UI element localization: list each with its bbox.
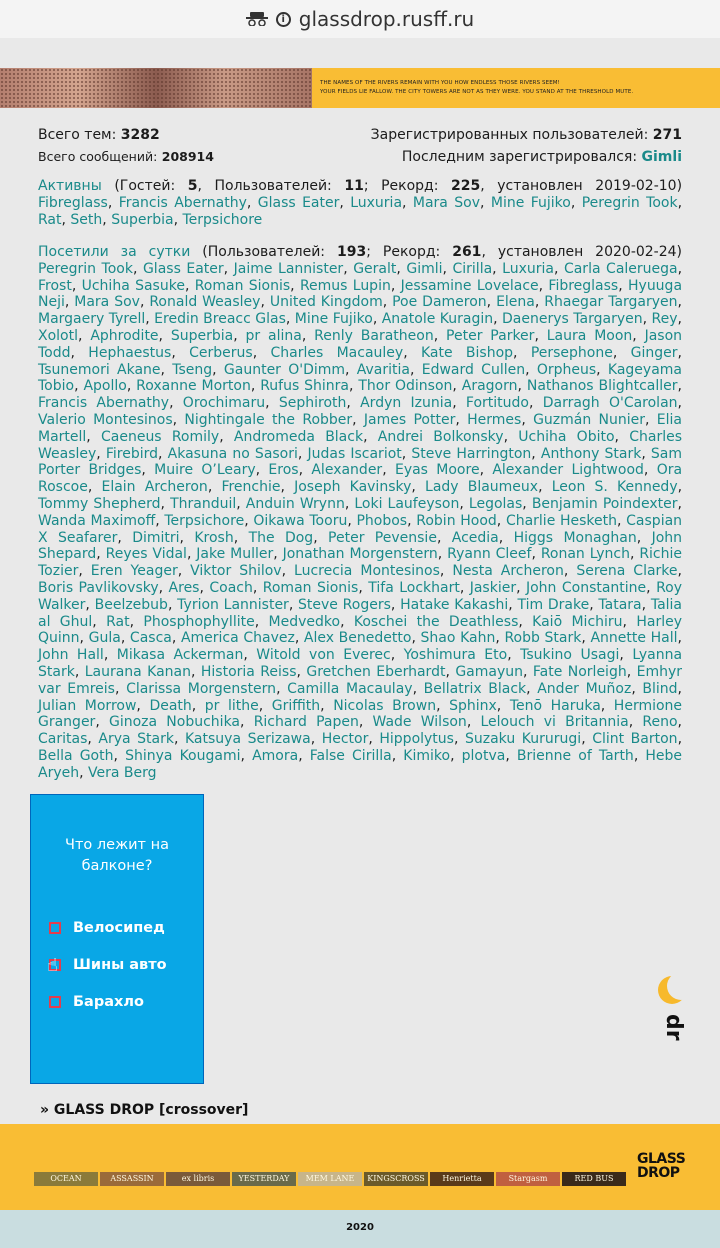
user-link[interactable]: Daenerys Targaryen bbox=[502, 311, 643, 328]
user-link[interactable]: Anthony Stark bbox=[540, 445, 642, 462]
user-link[interactable]: Muire O’Leary bbox=[154, 462, 256, 479]
user-link[interactable]: Andrei Bolkonsky bbox=[377, 428, 504, 445]
user-link[interactable]: Gula bbox=[88, 630, 121, 647]
user-link[interactable]: Harley Quinn bbox=[38, 613, 682, 647]
user-link[interactable]: John Constantine bbox=[525, 579, 647, 596]
user-link[interactable]: Lady Blaumeux bbox=[425, 479, 539, 496]
last-registered-link[interactable]: Gimli bbox=[641, 149, 682, 165]
user-link[interactable]: Hebe Aryeh bbox=[38, 747, 683, 781]
user-link[interactable]: Kimiko bbox=[403, 747, 451, 764]
daily-user-list: Peregrin Took, Glass Eater, Jaime Lannister, Geralt, Gimli, Cirilla, Luxuria, Carla Caleruega, Frost, Uchiha Sasuke, Roman Sionis, Remus Lupin, Jessamine Lovelace, Fibreglass, Hyuuga Neji, Mara Sov, Ronald Weasley, United Kingdom, Poe Dameron, Elena, Rhaegar Targaryen, Margaery Tyrell, Eredin Breacc Glas, Mine Fujiko, Anatole Kuragin, Daenerys Targaryen, Rey, Xolotl, Aphrodite, Superbia, pr alina, Renly Baratheon, Peter Parker, Laura Moon, Jason Todd, Hephaestus, Cerberus, Charles Macauley, Kate Bishop, Persephone, Ginger, Tsunemori Akane, Tseng, Gaunter O'Dimm, Avaritia, Edward Cullen, Orpheus, Kageyama Tobio, Apollo, Roxanne Morton, Rufus Shinra, Thor Odinson, Aragorn, Nathanos Blightcaller, Francis Abernathy, Orochimaru, Sephiroth, Ardyn Izunia, Fortitudo, Darragh O'Carolan, Valerio Montesinos, Nightingale the Robber, James Potter, Hermes, Guzmán Nunier, Elia Martell, Caeneus Romily, Andromeda Black, Andrei Bolkonsky, Uchiha Obito, Charles Weasley, Firebird, Akasuna no Sasori, Judas Iscariot, Steve Harrington, Anthony Stark, Sam Porter Bridges, Muire O’Leary, Eros, Alexander, Eyas Moore, Alexander Lightwood, Ora Roscoe, Elain Archeron, Frenchie, Joseph Kavinsky, Lady Blaumeux, Leon S. Kennedy, Tommy Shepherd, Thranduil, Anduin Wrynn, Loki Laufeyson, Legolas, Benjamin Poindexter, Wanda Maximoff, Terpsichore, Oikawa Tooru, Phobos, Robin Hood, Charlie Hesketh, Caspian X Seafarer, Dimitri, Krosh, The Dog, Peter Pevensie, Acedia, Higgs Monaghan, John Shepard, Reyes Vidal, Jake Muller, Jonathan Morgenstern, Ryann Cleef, Ronan Lynch, Richie Tozier, Eren Yeager, Viktor Shilov, Lucrecia Montesinos, Nesta Archeron, Serena Clarke, Boris Pavlikovsky, Ares, Coach, Roman Sionis, Tifa Lockhart, Jaskier, John Constantine, Roy Walker, Beelzebub, Tyrion Lannister, Steve Rogers, Hatake Kakashi, Tim Drake, Tatara, Talia al Ghul, Rat, Phosphophyllite, Medvedko, Koschei the Deathless, Kaiō Michiru, Harley Quinn, Gula, Casca, America Chavez, Alex Benedetto, Shao Kahn, Robb Stark, Annette Hall, John Hall, Mikasa Ackerman, Witold von Everec, Yoshimura Eto, Tsukino Usagi, Lyanna Stark, Laurana Kanan, Historia Reiss, Gretchen Eberhardt, Gamayun, Fate Norleigh, Emhyr var Emreis, Clarissa Morgenstern, Camilla Macaulay, Bellatrix Black, Ander Muñoz, Blind, Julian Morrow, Death, pr lithe, Griffith, Nicolas Brown, Sphinx, Tenō Haruka, Hermione Granger, Ginoza Nobuchika, Richard Papen, Wade Wilson, Lelouch vi Britannia, Reno, Caritas, Arya Stark, Katsuya Serizawa, Hector, Hippolytus, Suzaku Kururugi, Clint Barton, Bella Goth, Shinya Kougami, Amora, False Cirilla, Kimiko, plotva, Brienne of Tarth, Hebe Aryeh, Vera Berg bbox=[38, 260, 683, 781]
user-link[interactable]: Gimli bbox=[406, 260, 443, 277]
user-link[interactable]: Terpsichore bbox=[182, 211, 263, 228]
user-link[interactable]: Legolas bbox=[468, 495, 523, 512]
user-link[interactable]: plotva bbox=[461, 747, 506, 764]
user-link[interactable]: Hippolytus bbox=[379, 731, 454, 748]
user-link[interactable]: Emhyr var Emreis bbox=[38, 663, 682, 697]
user-link[interactable]: Renly Baratheon bbox=[314, 327, 434, 344]
user-link[interactable]: Joseph Kavinsky bbox=[294, 479, 412, 496]
user-link[interactable]: Mine Fujiko bbox=[490, 194, 571, 211]
user-link[interactable]: Charles Macauley bbox=[270, 344, 404, 361]
user-link[interactable]: Julian Morrow bbox=[38, 697, 137, 714]
user-link[interactable]: Edward Cullen bbox=[421, 361, 526, 378]
user-link[interactable]: Avaritia bbox=[356, 361, 410, 378]
checkbox-icon[interactable] bbox=[47, 955, 61, 976]
page-content bbox=[0, 38, 720, 1124]
affiliate-banner[interactable]: OCEAN bbox=[34, 1172, 98, 1186]
banner-photo bbox=[0, 68, 312, 108]
user-link[interactable]: Boris Pavlikovsky bbox=[38, 579, 159, 596]
user-link[interactable]: Mine Fujiko bbox=[294, 311, 373, 328]
user-link[interactable]: Ander Muñoz bbox=[537, 680, 632, 697]
user-link[interactable]: Darragh O'Carolan bbox=[542, 395, 678, 412]
daily-label: Посетили за сутки bbox=[38, 244, 191, 260]
user-link[interactable]: Robin Hood bbox=[416, 512, 497, 529]
user-link[interactable]: Griffith bbox=[271, 697, 321, 714]
user-link[interactable]: Elena bbox=[496, 294, 535, 311]
user-link[interactable]: Alexander Lightwood bbox=[492, 462, 644, 479]
user-link[interactable]: Brienne of Tarth bbox=[516, 747, 634, 764]
poll-advertisement[interactable] bbox=[30, 794, 204, 1084]
user-link[interactable]: Ronald Weasley bbox=[149, 294, 261, 311]
user-link[interactable]: Jaskier bbox=[469, 579, 517, 596]
user-link[interactable]: Oikawa Tooru bbox=[253, 512, 348, 529]
affiliate-banner[interactable]: Stargasm bbox=[496, 1172, 560, 1186]
user-link[interactable]: Clarissa Morgenstern bbox=[126, 680, 277, 697]
user-link[interactable]: Lucrecia Montesinos bbox=[294, 563, 440, 580]
daily-visitors: Посетили за сутки (Пользователей: 193; Рекорд: 261, установлен 2020-02-24) Peregrin Took, Glass Eater, Jaime Lannister, Geralt, Gimli, Cirilla, Luxuria, Carla Caleruega, Frost, Uchiha Sasuke, Roman Sionis, Remus Lupin, Jessamine Lovelace, Fibreglass, Hyuuga Neji, Mara Sov, Ronald Weasley, United Kingdom, Poe Dameron, Elena, Rhaegar Targaryen, Margaery Tyrell, Eredin Breacc Glas, Mine Fujiko, Anatole Kuragin, Daenerys Targaryen, Rey, Xolotl, Aphrodite, Superbia, pr alina, Renly Baratheon, Peter Parker, Laura Moon, Jason Todd, Hephaestus, Cerberus, Charles Macauley, Kate Bishop, Persephone, Ginger, Tsunemori Akane, Tseng, Gaunter O'Dimm, Avaritia, Edward Cullen, Orpheus, Kageyama Tobio, Apollo, Roxanne Morton, Rufus Shinra, Thor Odinson, Aragorn, Nathanos Blightcaller, Francis Abernathy, Orochimaru, Sephiroth, Ardyn Izunia, Fortitudo, Darragh O'Carolan, Valerio Montesinos, Nightingale the Robber, James Potter, Hermes, Guzmán Nunier, Elia Martell, Caeneus Romily, Andromeda Black, Andrei Bolkonsky, Uchiha Obito, Charles Weasley, Firebird, Akasuna no Sasori, Judas Iscariot, Steve Harrington, Anthony Stark, Sam Porter Bridges, Muire O’Leary, Eros, Alexander, Eyas Moore, Alexander Lightwood, Ora Roscoe, Elain Archeron, Frenchie, Joseph Kavinsky, Lady Blaumeux, Leon S. Kennedy, Tommy Shepherd, Thranduil, Anduin Wrynn, Loki Laufeyson, Legolas, Benjamin Poindexter, Wanda Maximoff, Terpsichore, Oikawa Tooru, Phobos, Robin Hood, Charlie Hesketh, Caspian X Seafarer, Dimitri, Krosh, The Dog, Peter Pevensie, Acedia, Higgs Monaghan, John Shepard, Reyes Vidal, Jake Muller, Jonathan Morgenstern, Ryann Cleef, Ronan Lynch, Richie Tozier, Eren Yeager, Viktor Shilov, Lucrecia Montesinos, Nesta Archeron, Serena Clarke, Boris Pavlikovsky, Ares, Coach, Roman Sionis, Tifa Lockhart, Jaskier, John Constantine, Roy Walker, Beelzebub, Tyrion Lannister, Steve Rogers, Hatake Kakashi, Tim Drake, Tatara, Talia al Ghul, Rat, Phosphophyllite, Medvedko, Koschei the Deathless, Kaiō Michiru, Harley Quinn, Gula, Casca, America Chavez, Alex Benedetto, Shao Kahn, Robb Stark, Annette Hall, John Hall, Mikasa Ackerman, Witold von Everec, Yoshimura Eto, Tsukino Usagi, Lyanna Stark, Laurana Kanan, Historia Reiss, Gretchen Eberhardt, Gamayun, Fate Norleigh, Emhyr var Emreis, Clarissa Morgenstern, Camilla Macaulay, Bellatrix Black, Ander Muñoz, Blind, Julian Morrow, Death, pr lithe, Griffith, Nicolas Brown, Sphinx, Tenō Haruka, Hermione Granger, Ginoza Nobuchika, Richard Papen, Wade Wilson, Lelouch vi Britannia, Reno, Caritas, Arya Stark, Katsuya Serizawa, Hector, Hippolytus, Suzaku Kururugi, Clint Barton, Bella Goth, Shinya Kougami, Amora, False Cirilla, Kimiko, plotva, Brienne of Tarth, Hebe Aryeh, Vera Berg bbox=[38, 244, 683, 781]
user-link[interactable]: Aragorn bbox=[461, 378, 518, 395]
user-link[interactable]: Coach bbox=[209, 579, 253, 596]
user-link[interactable]: Remus Lupin bbox=[299, 277, 391, 294]
user-link[interactable]: Hyuuga Neji bbox=[38, 277, 683, 311]
user-link[interactable]: Orpheus bbox=[536, 361, 597, 378]
user-link[interactable]: Thor Odinson bbox=[358, 378, 453, 395]
user-link[interactable]: Firebird bbox=[105, 445, 159, 462]
user-link[interactable]: Medvedko bbox=[268, 613, 341, 630]
user-link[interactable]: False Cirilla bbox=[309, 747, 392, 764]
user-link[interactable]: Rat bbox=[106, 613, 130, 630]
user-link[interactable]: Fortitudo bbox=[465, 395, 529, 412]
user-link[interactable]: Rufus Shinra bbox=[260, 378, 350, 395]
browser-url-bar[interactable] bbox=[0, 0, 720, 38]
user-link[interactable]: Gaunter O'Dimm bbox=[223, 361, 346, 378]
user-link[interactable]: Nathanos Blightcaller bbox=[526, 378, 678, 395]
user-link[interactable]: Carla Caleruega bbox=[563, 260, 678, 277]
banner-text-1: THE NAMES OF THE RIVERS REMAIN WITH YOU HOW ENDLESS THOSE RIVERS SEEM! bbox=[320, 80, 560, 86]
user-link[interactable]: Uchiha Obito bbox=[518, 428, 615, 445]
user-link[interactable]: James Potter bbox=[363, 411, 456, 428]
user-link[interactable]: Poe Dameron bbox=[392, 294, 487, 311]
user-link[interactable]: Luxuria bbox=[502, 260, 554, 277]
affiliate-banner[interactable]: RED BUS bbox=[562, 1172, 626, 1186]
user-link[interactable]: Eyas Moore bbox=[394, 462, 480, 479]
user-link[interactable]: Clint Barton bbox=[592, 731, 678, 748]
user-link[interactable]: Witold von Everec bbox=[256, 647, 391, 664]
user-link[interactable]: Judas Iscariot bbox=[307, 445, 402, 462]
user-link[interactable]: Peter Parker bbox=[446, 327, 535, 344]
user-link[interactable]: Tatara bbox=[598, 596, 642, 613]
url-text: glassdrop.rusff.ru bbox=[298, 7, 475, 31]
user-link[interactable]: Kaiō Michiru bbox=[532, 613, 623, 630]
user-link[interactable]: Krosh bbox=[194, 529, 234, 546]
copyright: 2020 bbox=[346, 1222, 374, 1233]
forum-banner bbox=[0, 68, 720, 108]
user-link[interactable]: Uchiha Sasuke bbox=[81, 277, 185, 294]
user-link[interactable]: Talia al Ghul bbox=[38, 596, 683, 630]
active-label-link[interactable]: Активны bbox=[38, 178, 102, 194]
user-link[interactable]: Francis Abernathy bbox=[38, 395, 170, 412]
user-link[interactable]: Wanda Maximoff bbox=[38, 512, 156, 529]
user-link[interactable]: Arya Stark bbox=[98, 731, 174, 748]
user-link[interactable]: Richie Tozier bbox=[38, 546, 683, 580]
user-link[interactable]: Mikasa Ackerman bbox=[116, 647, 244, 664]
info-icon[interactable]: i bbox=[276, 12, 291, 27]
affiliate-banner[interactable]: MEM LANE bbox=[298, 1172, 362, 1186]
checkbox-icon[interactable] bbox=[49, 922, 61, 934]
user-link[interactable]: Akasuna no Sasori bbox=[167, 445, 298, 462]
affiliate-banner[interactable]: KINGSCROSS bbox=[364, 1172, 428, 1186]
user-link[interactable]: Acedia bbox=[451, 529, 499, 546]
user-link[interactable]: Jason Todd bbox=[38, 327, 683, 361]
user-link[interactable]: Jaime Lannister bbox=[233, 260, 344, 277]
active-user-list: Fibreglass, Francis Abernathy, Glass Eater, Luxuria, Mara Sov, Mine Fujiko, Peregrin Took, Rat, Seth, Superbia, Terpsichore bbox=[38, 194, 683, 228]
users-stat: Зарегистрированных пользователей: 271 bbox=[370, 127, 682, 143]
last-registered-stat: Последним зарегистрировался: Gimli bbox=[401, 149, 682, 165]
banner-text-2: YOUR FIELDS LIE FALLOW. THE CITY TOWERS ARE NOT AS THEY WERE. YOU STAND AT THE THRESHOLD MUTE. bbox=[320, 89, 634, 95]
user-link[interactable]: United Kingdom bbox=[269, 294, 383, 311]
user-link[interactable]: Terpsichore bbox=[164, 512, 245, 529]
user-link[interactable]: Suzaku Kururugi bbox=[464, 731, 582, 748]
user-link[interactable]: Steve Rogers bbox=[298, 596, 391, 613]
user-link[interactable]: Mara Sov bbox=[412, 194, 481, 211]
user-link[interactable]: Kate Bishop bbox=[420, 344, 514, 361]
topics-stat: Всего тем: 3282 bbox=[38, 127, 160, 143]
user-link[interactable]: Eredin Breacc Glas bbox=[154, 311, 286, 328]
user-link[interactable]: Amora bbox=[252, 747, 299, 764]
user-link[interactable]: Gretchen Eberhardt bbox=[306, 663, 446, 680]
user-link[interactable]: Luxuria bbox=[350, 194, 403, 211]
affiliate-banner[interactable]: YESTERDAY bbox=[232, 1172, 296, 1186]
user-link[interactable]: Laurana Kanan bbox=[84, 663, 192, 680]
user-link[interactable]: Bella Goth bbox=[38, 747, 114, 764]
user-link[interactable]: Peregrin Took bbox=[581, 194, 678, 211]
user-link[interactable]: Anatole Kuragin bbox=[381, 311, 494, 328]
user-link[interactable]: Roy Walker bbox=[38, 579, 683, 613]
user-link[interactable]: Mara Sov bbox=[74, 294, 140, 311]
active-users: Активны (Гостей: 5, Пользователей: 11; Рекорд: 225, установлен 2019-02-10) Fibreglass, Francis Abernathy, Glass Eater, Luxuria, Mara Sov, Mine Fujiko, Peregrin Took, Rat, Seth, Superbia, Terpsichore bbox=[38, 178, 683, 228]
dr-logo: dr bbox=[661, 1014, 686, 1041]
user-link[interactable]: Fate Norleigh bbox=[532, 663, 627, 680]
user-link[interactable]: Margaery Tyrell bbox=[38, 311, 146, 328]
user-link[interactable]: Roman Sionis bbox=[194, 277, 291, 294]
user-link[interactable]: Elain Archeron bbox=[101, 479, 208, 496]
glassdrop-logo: GLASS DROP bbox=[637, 1151, 686, 1181]
user-link[interactable]: Loki Laufeyson bbox=[354, 495, 460, 512]
user-link[interactable]: Hephaestus bbox=[88, 344, 172, 361]
user-link[interactable]: Glass Eater bbox=[257, 194, 340, 211]
affiliate-banners bbox=[34, 1172, 626, 1186]
user-link[interactable]: Caeneus Romily bbox=[100, 428, 220, 445]
hand-cursor-icon: ☝ bbox=[47, 955, 58, 976]
user-link[interactable]: Ardyn Izunia bbox=[360, 395, 453, 412]
footer bbox=[0, 1124, 720, 1210]
user-link[interactable]: Serena Clarke bbox=[576, 563, 678, 580]
user-link[interactable]: Tifa Lockhart bbox=[368, 579, 460, 596]
side-widget bbox=[656, 976, 692, 1046]
user-link[interactable]: Katsuya Serizawa bbox=[184, 731, 311, 748]
user-link[interactable]: Lelouch vi Britannia bbox=[480, 714, 629, 731]
incognito-icon bbox=[246, 12, 268, 26]
user-link[interactable]: Alex Benedetto bbox=[303, 630, 412, 647]
user-link[interactable]: Sephiroth bbox=[278, 395, 347, 412]
user-link[interactable]: Francis Abernathy bbox=[118, 194, 247, 211]
ad-question: Что лежит на балконе? bbox=[65, 837, 169, 874]
user-link[interactable]: Historia Reiss bbox=[200, 663, 297, 680]
user-link[interactable]: Koschei the Deathless bbox=[353, 613, 519, 630]
user-link[interactable]: Tommy Shepherd bbox=[38, 495, 161, 512]
ad-option[interactable]: Велосипед bbox=[49, 920, 165, 936]
user-link[interactable]: Tsunemori Akane bbox=[38, 361, 161, 378]
user-link[interactable]: Camilla Macaulay bbox=[287, 680, 413, 697]
user-link[interactable]: Rat bbox=[38, 211, 62, 228]
user-link[interactable]: Gamayun bbox=[455, 663, 524, 680]
user-link[interactable]: Eren Yeager bbox=[90, 563, 178, 580]
user-link[interactable]: Rey bbox=[651, 311, 678, 328]
user-link[interactable]: America Chavez bbox=[180, 630, 295, 647]
user-link[interactable]: Caritas bbox=[38, 731, 88, 748]
posts-stat: Всего сообщений: 208914 bbox=[38, 149, 214, 164]
user-link[interactable]: Aphrodite bbox=[90, 327, 159, 344]
user-link[interactable]: Xolotl bbox=[38, 327, 78, 344]
user-link[interactable]: Cerberus bbox=[189, 344, 253, 361]
user-link[interactable]: Sphinx bbox=[449, 697, 497, 714]
affiliate-banner[interactable]: ex libris bbox=[166, 1172, 230, 1186]
user-link[interactable]: Ares bbox=[168, 579, 200, 596]
user-link[interactable]: Andromeda Black bbox=[233, 428, 364, 445]
user-link[interactable]: Ginger bbox=[630, 344, 678, 361]
user-link[interactable]: Superbia bbox=[111, 211, 174, 228]
user-link[interactable]: Ronan Lynch bbox=[540, 546, 630, 563]
user-link[interactable]: Wade Wilson bbox=[372, 714, 467, 731]
user-link[interactable]: Beelzebub bbox=[94, 596, 168, 613]
user-link[interactable]: pr alina bbox=[245, 327, 302, 344]
user-link[interactable]: Frenchie bbox=[221, 479, 281, 496]
user-link[interactable]: Richard Papen bbox=[253, 714, 359, 731]
user-link[interactable]: Phobos bbox=[356, 512, 408, 529]
user-link[interactable]: pr lithe bbox=[204, 697, 259, 714]
user-link[interactable]: Anduin Wrynn bbox=[245, 495, 345, 512]
user-link[interactable]: Tim Drake bbox=[517, 596, 590, 613]
ad-option[interactable]: ☝ Шины авто bbox=[47, 955, 167, 976]
user-link[interactable]: Dimitri bbox=[132, 529, 180, 546]
user-link[interactable]: Ginoza Nobuchika bbox=[108, 714, 241, 731]
user-link[interactable]: Valerio Montesinos bbox=[38, 411, 173, 428]
user-link[interactable]: Reno bbox=[642, 714, 678, 731]
user-link[interactable]: Rhaegar Targaryen bbox=[544, 294, 678, 311]
user-link[interactable]: Roxanne Morton bbox=[136, 378, 251, 395]
user-link[interactable]: Steve Harrington bbox=[411, 445, 532, 462]
user-link[interactable]: Shinya Kougami bbox=[125, 747, 241, 764]
forum-stats bbox=[38, 124, 682, 168]
user-link[interactable]: Tsukino Usagi bbox=[520, 647, 620, 664]
user-link[interactable]: Shao Kahn bbox=[420, 630, 496, 647]
user-link[interactable]: Vera Berg bbox=[88, 764, 157, 781]
user-link[interactable]: Casca bbox=[129, 630, 172, 647]
user-link[interactable]: Jonathan Morgenstern bbox=[282, 546, 438, 563]
user-link[interactable]: Hatake Kakashi bbox=[400, 596, 509, 613]
user-link[interactable]: Peregrin Took bbox=[38, 260, 133, 277]
user-link[interactable]: Orochimaru bbox=[182, 395, 266, 412]
user-link[interactable]: Cirilla bbox=[452, 260, 493, 277]
user-link[interactable]: John Shepard bbox=[38, 529, 683, 563]
user-link[interactable]: Frost bbox=[38, 277, 72, 294]
user-link[interactable]: Thranduil bbox=[170, 495, 237, 512]
user-link[interactable]: Ryann Cleef bbox=[447, 546, 532, 563]
user-link[interactable]: Eros bbox=[268, 462, 299, 479]
user-link[interactable]: Geralt bbox=[353, 260, 397, 277]
user-link[interactable]: Sam Porter Bridges bbox=[38, 445, 683, 479]
user-link[interactable]: Higgs Monaghan bbox=[513, 529, 637, 546]
user-link[interactable]: Ora Roscoe bbox=[38, 462, 683, 496]
user-link[interactable]: Seth bbox=[70, 211, 103, 228]
user-link[interactable]: Tenō Haruka bbox=[509, 697, 601, 714]
user-link[interactable]: Lyanna Stark bbox=[38, 647, 683, 680]
user-link[interactable]: Death bbox=[149, 697, 192, 714]
user-link[interactable]: Nicolas Brown bbox=[333, 697, 437, 714]
user-link[interactable]: Annette Hall bbox=[590, 630, 678, 647]
checkbox-icon[interactable] bbox=[49, 996, 61, 1008]
user-link[interactable]: Charlie Hesketh bbox=[505, 512, 618, 529]
user-link[interactable]: Hector bbox=[321, 731, 369, 748]
user-link[interactable]: Hermione Granger bbox=[38, 697, 683, 731]
user-link[interactable]: Fibreglass bbox=[38, 194, 108, 211]
user-link[interactable]: Hermes bbox=[467, 411, 522, 428]
user-link[interactable]: Caspian X Seafarer bbox=[38, 512, 683, 546]
user-link[interactable]: Guzmán Nunier bbox=[533, 411, 646, 428]
ad-option[interactable]: Барахло bbox=[49, 994, 144, 1010]
user-link[interactable]: Roman Sionis bbox=[262, 579, 359, 596]
user-link[interactable]: Glass Eater bbox=[142, 260, 224, 277]
forum-title-link[interactable]: » GLASS DROP [crossover] bbox=[40, 1102, 249, 1118]
user-link[interactable]: Tseng bbox=[172, 361, 213, 378]
user-link[interactable]: Bellatrix Black bbox=[423, 680, 527, 697]
user-link[interactable]: Fibreglass bbox=[548, 277, 619, 294]
user-link[interactable]: Phosphophyllite bbox=[143, 613, 255, 630]
user-link[interactable]: Nightingale the Robber bbox=[184, 411, 353, 428]
user-link[interactable]: Nesta Archeron bbox=[452, 563, 564, 580]
moon-icon[interactable] bbox=[658, 976, 686, 1004]
user-link[interactable]: Jessamine Lovelace bbox=[400, 277, 539, 294]
user-link[interactable]: Charles Weasley bbox=[38, 428, 682, 462]
user-link[interactable]: Yoshimura Eto bbox=[403, 647, 508, 664]
user-link[interactable]: Apollo bbox=[83, 378, 127, 395]
affiliate-banner[interactable]: Henrietta bbox=[430, 1172, 494, 1186]
user-link[interactable]: Benjamin Poindexter bbox=[531, 495, 678, 512]
user-link[interactable]: Reyes Vidal bbox=[105, 546, 187, 563]
user-link[interactable]: The Dog bbox=[248, 529, 314, 546]
user-link[interactable]: Blind bbox=[642, 680, 678, 697]
user-link[interactable]: Viktor Shilov bbox=[190, 563, 282, 580]
user-link[interactable]: Kageyama Tobio bbox=[38, 361, 682, 395]
user-link[interactable]: John Hall bbox=[38, 647, 104, 664]
user-link[interactable]: Peter Pevensie bbox=[328, 529, 437, 546]
user-link[interactable]: Leon S. Kennedy bbox=[551, 479, 678, 496]
user-link[interactable]: Superbia bbox=[170, 327, 234, 344]
user-link[interactable]: Alexander bbox=[311, 462, 383, 479]
user-link[interactable]: Persephone bbox=[530, 344, 613, 361]
user-link[interactable]: Robb Stark bbox=[504, 630, 582, 647]
user-link[interactable]: Jake Muller bbox=[196, 546, 274, 563]
user-link[interactable]: Elia Martell bbox=[38, 411, 683, 445]
user-link[interactable]: Laura Moon bbox=[546, 327, 633, 344]
user-link[interactable]: Tyrion Lannister bbox=[177, 596, 289, 613]
affiliate-banner[interactable]: ASSASSIN bbox=[100, 1172, 164, 1186]
